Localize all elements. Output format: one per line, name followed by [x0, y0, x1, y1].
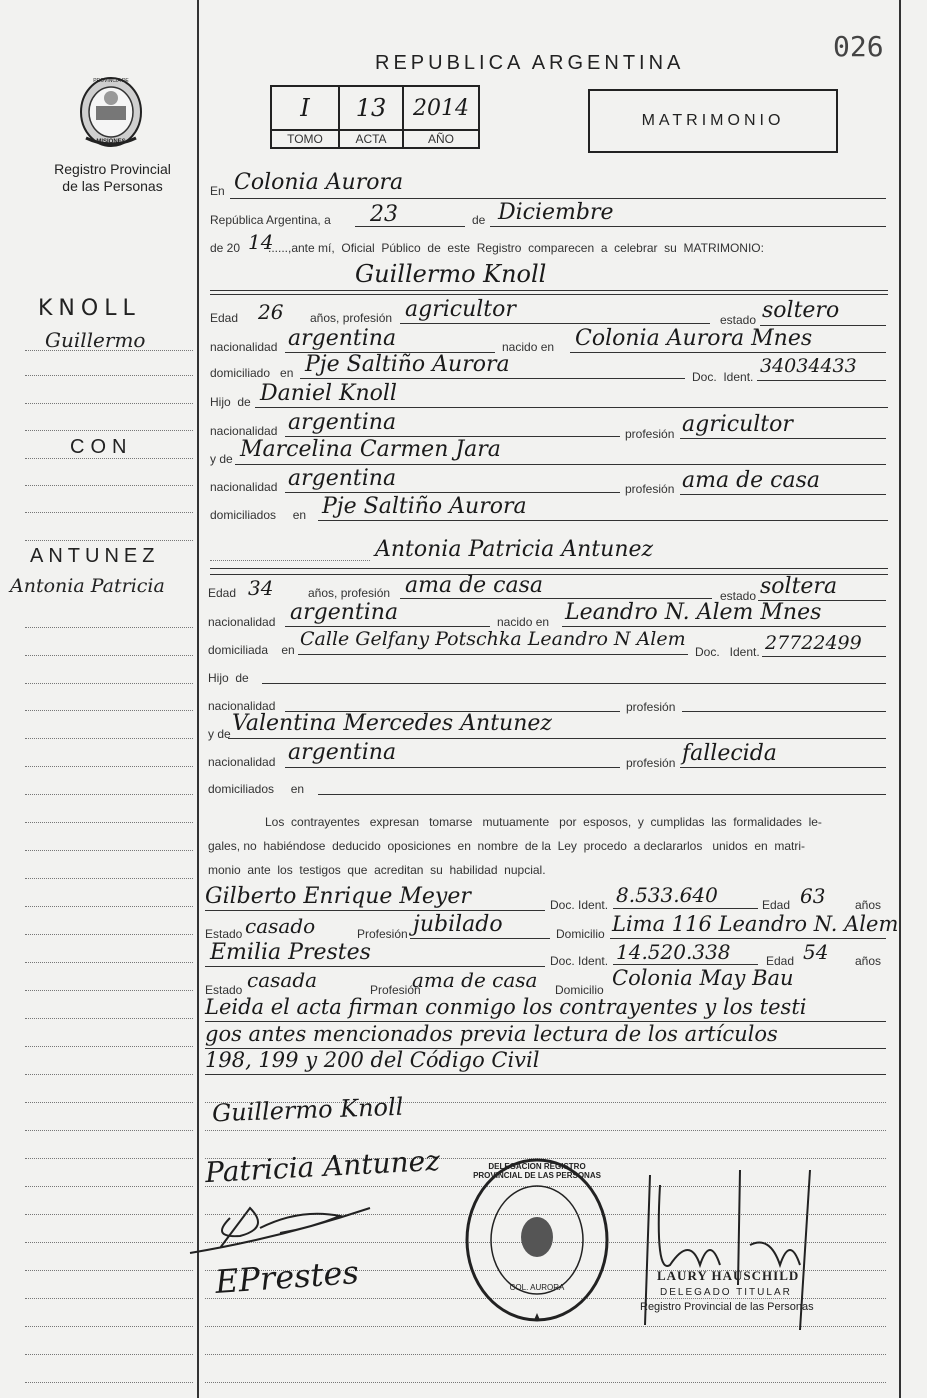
- margin-groom-surname: KNOLL: [38, 296, 141, 321]
- declaration-line2: gales, no habiéndose deducido oposiciones en nombre de la Ley procedo a declararlos unidos en matri-: [208, 839, 806, 853]
- official-office: Registro Provincial de las Personas: [640, 1301, 814, 1313]
- witness1-estado-label: Estado: [205, 927, 243, 941]
- groom-nat-label: nacionalidad: [210, 340, 278, 354]
- witness1-doc-line: [613, 908, 758, 909]
- bride-dom-label: domiciliada en: [208, 643, 295, 657]
- groom-prof-line: [400, 323, 710, 324]
- seal-text-bottom: MISIONES: [96, 139, 126, 145]
- bride-mother-prof-label: profesión: [626, 756, 676, 770]
- right-column-border: [899, 0, 901, 1398]
- groom-birthplace: Colonia Aurora Mnes: [575, 326, 813, 351]
- groom-yde-label: y de: [210, 452, 233, 466]
- official-stamp-icon: [462, 1155, 612, 1325]
- bride-nat-label: nacionalidad: [208, 615, 276, 629]
- groom-doc-label: Doc. Ident.: [692, 370, 754, 384]
- witness1-dom-label: Domicilio: [556, 927, 605, 941]
- groom-edad-label: Edad: [210, 311, 239, 325]
- margin-bride-surname: ANTUNEZ: [30, 545, 160, 567]
- record-type: MATRIMONIO: [641, 112, 785, 129]
- witness1-name-line: [205, 910, 545, 911]
- witness2-doc: 14.520.338: [616, 940, 731, 964]
- bride-nationality: argentina: [290, 600, 399, 625]
- groom-mother-nat-label: nacionalidad: [210, 480, 278, 494]
- bride-edad-label: Edad: [208, 586, 237, 600]
- bride-nat-line: [285, 626, 490, 627]
- left-column-border: [197, 0, 199, 1398]
- declaration-line3: monio ante los testigos que acreditan su habilidad nupcial.: [208, 863, 546, 877]
- bride-father-prof-line: [682, 711, 886, 712]
- groom-dom-label: domiciliado en: [210, 366, 294, 380]
- witness2-age: 54: [803, 940, 829, 964]
- witness2-address: Colonia May Bau: [612, 966, 794, 990]
- closing-line2: gos antes mencionados previa lectura de los artículos: [205, 1022, 778, 1046]
- witness1-age: 63: [800, 884, 826, 908]
- bride-estado-label: estado: [720, 589, 757, 603]
- witness2-dom-label: Domicilio: [555, 983, 604, 997]
- groom-signature: Guillermo Knoll: [211, 1092, 404, 1128]
- official-name: LAURY HAUSCHILD: [657, 1268, 800, 1283]
- groom-father-prof-line: [680, 438, 886, 439]
- groom-mother: Marcelina Carmen Jara: [240, 437, 501, 462]
- day-line: [355, 226, 465, 227]
- groom-hijo-label: Hijo de: [210, 395, 251, 409]
- groom-father-nationality: argentina: [288, 410, 397, 435]
- registry-name-line1: Registro Provincial: [54, 161, 171, 177]
- witness2-name-line: [205, 966, 545, 967]
- witness1-doc: 8.533.640: [616, 883, 718, 907]
- groom-nacido-label: nacido en: [502, 340, 555, 354]
- year-prefix: [210, 241, 240, 255]
- groom-full-name: Guillermo Knoll: [355, 260, 547, 288]
- ano-label: AÑO: [403, 130, 479, 148]
- groom-father: Daniel Knoll: [260, 381, 397, 406]
- groom-address: Pje Saltiño Aurora: [305, 352, 510, 377]
- groom-birth-line: [570, 352, 886, 353]
- groom-mother-nationality: argentina: [288, 466, 397, 491]
- year-suffix: 14: [248, 230, 274, 254]
- witness2-edad-label: Edad: [766, 954, 795, 968]
- bride-doc-line: [762, 656, 886, 657]
- bride-hijo-label: Hijo de: [208, 671, 249, 685]
- tomo-value: I: [271, 86, 339, 130]
- bride-address: Calle Gelfany Potschka Leandro N Alem: [300, 628, 686, 650]
- groom-name-line: [210, 290, 888, 291]
- bride-yde-label: y de: [208, 727, 231, 741]
- place-line: [230, 198, 886, 199]
- bride-doc: 27722499: [765, 632, 862, 654]
- bride-nacido-label: nacido en: [497, 615, 550, 629]
- margin-bride-name: Antonia Patricia: [10, 575, 165, 597]
- bride-anos-label: años, profesión: [308, 586, 391, 600]
- groom-age: 26: [258, 300, 284, 324]
- groom-parents-dom-label: domiciliados en: [210, 508, 307, 522]
- bride-full-name: Antonia Patricia Antunez: [375, 537, 654, 562]
- bride-parents-line: [318, 794, 886, 795]
- groom-father-line: [255, 407, 888, 408]
- closing-line1: Leida el acta firman conmigo los contrayentes y los testi: [205, 995, 807, 1019]
- witness1-civil-status: casado: [245, 914, 316, 938]
- bride-birth-line: [562, 626, 886, 627]
- bride-mother-prof-line: [680, 767, 886, 768]
- witness2-estado-label: Estado: [205, 983, 243, 997]
- closing-line3-rule: [205, 1074, 886, 1075]
- groom-profession: agricultor: [405, 297, 516, 322]
- bride-name-dots: [210, 560, 370, 561]
- witness1-name: Gilberto Enrique Meyer: [205, 884, 471, 909]
- margin-con: CON: [70, 436, 133, 458]
- official-stamp: [462, 1155, 612, 1325]
- bride-profession: ama de casa: [405, 573, 544, 598]
- groom-mother-prof-line: [680, 494, 886, 495]
- groom-mother-profession: ama de casa: [682, 468, 821, 493]
- bride-mother-profession: fallecida: [682, 741, 777, 766]
- bride-mother-nat-label: nacionalidad: [208, 755, 276, 769]
- witness2-anos-label: años: [855, 954, 882, 968]
- bride-father-nat-label: nacionalidad: [208, 699, 276, 713]
- bride-birthplace: Leandro N. Alem Mnes: [565, 600, 822, 625]
- groom-mother-prof-label: profesión: [625, 482, 675, 496]
- day: 23: [370, 202, 398, 227]
- witness1-prof-label: Profesión: [357, 927, 408, 941]
- record-type-box: [588, 89, 838, 153]
- bride-mother-line: [228, 738, 886, 739]
- groom-estado-label: estado: [720, 313, 757, 327]
- year-prefix-text: de 20: [210, 241, 241, 255]
- witness2-signature: EPrestes: [213, 1253, 360, 1301]
- stamp-inner-text: COL. AURORA: [509, 1283, 565, 1292]
- witness2-doc-line: [613, 964, 758, 965]
- witness1-signature-scrawl: [180, 1198, 380, 1258]
- groom-mother-line: [235, 464, 886, 465]
- bride-name-line: [210, 568, 888, 569]
- groom-nationality: argentina: [288, 326, 397, 351]
- margin-groom-name: Guillermo: [45, 328, 146, 352]
- seal-text-top: PROVINCIA DE: [93, 78, 129, 84]
- witness1-anos-label: años: [855, 898, 882, 912]
- witness2-civil-status: casada: [247, 968, 318, 992]
- tomo-label: TOMO: [271, 130, 339, 148]
- groom-father-nat-label: nacionalidad: [210, 424, 278, 438]
- groom-name-line2: [210, 294, 888, 295]
- bride-civil-status: soltera: [760, 574, 838, 599]
- groom-father-prof-label: profesión: [625, 427, 675, 441]
- acta-label: ACTA: [339, 130, 403, 148]
- official-title: DELEGADO TITULAR: [660, 1287, 792, 1298]
- witness1-address: Lima 116 Leandro N. Alem: [612, 912, 899, 936]
- registry-name-line2: de las Personas: [62, 178, 163, 194]
- declaration-line1: Los contrayentes expresan tomarse mutuamente por esposos, y cumplidas las formalidades le-: [265, 815, 822, 829]
- bride-address-line: [298, 654, 688, 655]
- groom-address-line: [300, 378, 685, 379]
- bride-father-prof-label: profesión: [626, 700, 676, 714]
- witness2-profession: ama de casa: [412, 968, 538, 992]
- bride-mother: Valentina Mercedes Antunez: [232, 711, 552, 736]
- month: Diciembre: [498, 200, 614, 225]
- bride-parents-dom-label: domiciliados en: [208, 782, 305, 796]
- month-line: [490, 226, 886, 227]
- republic-label: República Argentina, a: [210, 213, 331, 227]
- closing-line3: 198, 199 y 200 del Código Civil: [205, 1048, 540, 1072]
- groom-parents-line: [318, 520, 888, 521]
- bride-prof-line: [400, 598, 712, 599]
- witness1-edad-label: Edad: [762, 898, 791, 912]
- witness1-doc-label: Doc. Ident.: [550, 898, 609, 912]
- groom-civil-status: soltero: [762, 298, 840, 323]
- acta-value: 13: [339, 86, 403, 130]
- groom-anos-label: años, profesión: [310, 311, 393, 325]
- ante-text: ......,ante mí, Oficial Público de este Registro comparecen a celebrar su MATRIMONIO:: [268, 241, 764, 255]
- witness2-doc-label: Doc. Ident.: [550, 954, 609, 968]
- page-number: 026: [833, 30, 884, 63]
- witness2-name: Emilia Prestes: [210, 940, 371, 965]
- groom-father-profession: agricultor: [682, 412, 793, 437]
- bride-age: 34: [248, 576, 274, 600]
- witness1-profession: jubilado: [413, 912, 503, 937]
- witness1-prof-line: [410, 938, 550, 939]
- place: Colonia Aurora: [234, 170, 404, 195]
- witness2-prof-label: Profesión: [370, 983, 421, 997]
- bride-doc-label: Doc. Ident.: [695, 645, 760, 659]
- groom-doc: 34034433: [760, 355, 857, 377]
- groom-doc-line: [757, 380, 886, 381]
- witness1-address-line: [610, 938, 886, 939]
- bride-mother-nat-line: [285, 767, 620, 768]
- bride-signature: Patricia Antunez: [204, 1143, 441, 1190]
- en-label: En: [210, 184, 225, 198]
- country-title: REPUBLICA ARGENTINA: [375, 52, 685, 74]
- ano-value: 2014: [403, 86, 479, 130]
- stamp-ring-text: DELEGACION REGISTRO PROVINCIAL DE LAS PERSONAS: [473, 1162, 601, 1180]
- bride-father-line: [262, 683, 886, 684]
- bride-mother-nationality: argentina: [288, 740, 397, 765]
- groom-mother-nat-line: [285, 492, 620, 493]
- groom-parents-address: Pje Saltiño Aurora: [322, 494, 527, 519]
- de-label: de: [472, 213, 486, 227]
- record-number-box: [270, 85, 480, 149]
